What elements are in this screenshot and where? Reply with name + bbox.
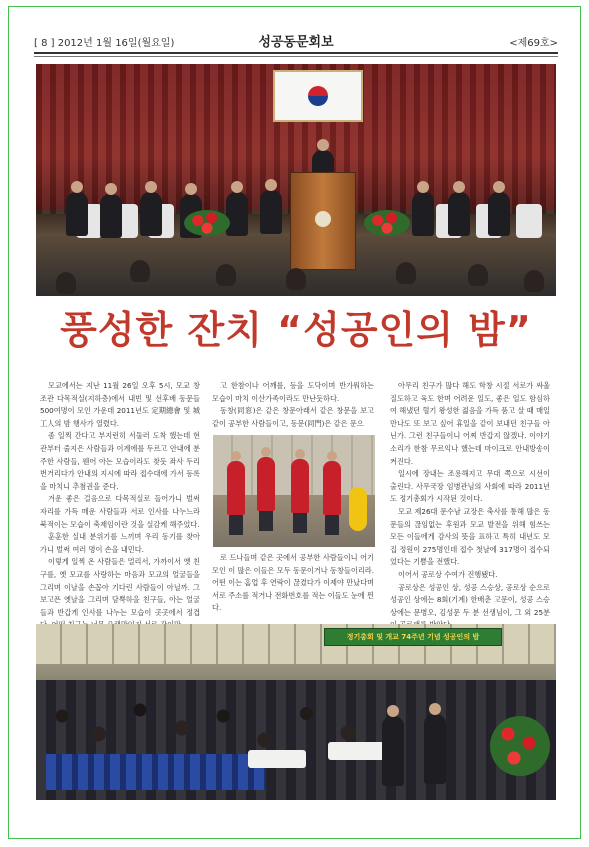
guest-figure (140, 192, 162, 236)
guest-figure (226, 192, 248, 236)
issue-number: <제69호> (509, 38, 558, 49)
header-rule-thin (34, 56, 558, 57)
banquet-table (248, 750, 306, 768)
article-column-3 (390, 380, 550, 632)
paragraph: 좀 일찍 간다고 부지런히 서둘러 도착 했는데 현관부터 줄지은 사람들과 이계에를 두르고 안내에 분주한 사람들, 웬어 아는 모습이라도 찾듯 좌사 두리번거리다가 안내의 지시에 따라 접수대에 가서 등록을 마치니 추첨권을 준다. (40, 431, 200, 491)
article-column-1 (40, 380, 200, 632)
article-column-2-bottom (212, 552, 374, 615)
audience-head (130, 260, 150, 282)
newspaper-name: 성공동문회보 (258, 35, 334, 50)
stage-photo (36, 64, 556, 296)
article-headline: 풍성한 잔치 “성공인의 밤” (60, 308, 532, 352)
podium (290, 172, 356, 270)
audience-head (216, 264, 236, 286)
korean-flag-icon (273, 70, 363, 122)
paragraph: 훈훈한 실내 분위기를 느끼며 우리 동기를 찾아가니 벌써 여러 명이 손을 내민다. (40, 532, 200, 554)
standing-figure (382, 716, 404, 786)
paragraph: 이어서 공로상 수여가 진행됐다. (398, 569, 498, 579)
guest-figure (66, 192, 88, 236)
event-banner: 정기총회 및 개교 74주년 기념 성공인의 밤 (324, 628, 502, 646)
audience-head (524, 270, 544, 292)
person-red-jacket (227, 461, 245, 515)
guest-figure (260, 190, 282, 234)
mascot-figure (349, 487, 367, 531)
person-red-jacket (323, 461, 341, 515)
person-red-jacket (291, 459, 309, 513)
guest-figure (100, 194, 122, 238)
page-number-date: [ 8 ] 2012년 1월 16일(월요일) (34, 38, 175, 49)
paragraph: 고 한참이나 어깨를, 등을 도닥이며 반가워하는 모습이 마치 이산가족이라도 만난듯하다. (212, 381, 374, 403)
flower-arrangement (364, 210, 410, 236)
group-photo (213, 435, 375, 547)
audience-head (56, 272, 76, 294)
blue-chairs (46, 754, 266, 790)
guest-figure (488, 192, 510, 236)
audience-head (286, 268, 306, 290)
paragraph: 일시에 장내는 조용해지고 무대 쪽으로 시선이 출린다. 사무국장 임병관님의 사회에 따라 2011년도 정기총회가 시작된 것이다. (390, 469, 550, 504)
paragraph: 모교에서는 지난 11월 26일 오후 5시, 모교 창조관 다목적실(지하층)에서 내빈 및 선후배 동문들 500여명이 모인 가운데 2011년도 定期總會 및 城工人의 밤 행사가 열렸다. (40, 381, 200, 428)
audience-head (468, 264, 488, 286)
paragraph: 동창(同窓)은 같은 창문아래서 같은 창문을 보고 같이 공부한 사람들이고, 동문(同門)은 같은 문으 (212, 406, 374, 428)
audience-head (396, 262, 416, 284)
page-header (34, 31, 558, 51)
paragraph: 아무리 친구가 많다 해도 학창 시절 서로가 싸울 질도하고 육도 한며 어려운 일도, 좋은 일도 함심하여 해냈던 혈기 왕성한 젊음을 가득 품고 살 때 매일 만나도 또 보고 싶어 휴일을 같이 보내던 친구들 아닌가. 그런 친구들이니 어찌 반갑지 않겠나. 이야기 소리가 한참 무르익나 했는데 마이크로 안내방송이 켜진다. (390, 381, 550, 466)
chair (516, 204, 542, 238)
paragraph: 겨운 좋은 걸음으로 다목적실로 들어가니 벌써 자리를 가득 메운 사람들과 서로 인사를 나누느라 북적이는 모습이 축제임이란 것을 실감케 해주었다. (40, 494, 200, 529)
paragraph: 모교 제26대 문수남 교장은 축사를 통해 많은 동문들의 끊임없는 후원과 모교 발전을 위해 힘쓰는 모든 이들에게 감사의 뜻을 표하고 특히 내년도 모집 정원이 275명인데 접수 첫날에 317명이 접수되었다는 기쁨을 전했다. (390, 506, 550, 567)
person-red-jacket (257, 457, 275, 511)
banquet-table (328, 742, 386, 760)
article-column-2-top (212, 380, 374, 430)
flower-arrangement (184, 210, 230, 236)
standing-figure (424, 714, 446, 784)
guest-figure (412, 192, 434, 236)
paragraph: 공로상은 성공인 상, 성공 스승상, 공로상 순으로 성공인 상에는 8회(기계) 한배춘 고문이, 성공 스승 상에는 문병오, 김성문 두 분 선생님이, 그 외 25분 (390, 582, 550, 617)
flower-arrangement (490, 716, 550, 776)
guest-figure (448, 192, 470, 236)
paragraph: 로 드나들며 같은 곳에서 공부한 사람들이니 어기 모인 이 많은 이들은 모두 동문이거나 동창들이리라. 어떤 이는 홈업 후 연락이 끊겼다가 이제야 만났다며 서로 주소를 적거나 전화번호를 적는 이들도 눈에 띈다. (212, 553, 374, 613)
header-rule (34, 52, 558, 54)
banquet-hall-photo (36, 624, 556, 800)
paragraph: 이렇게 일찍 온 사람들은 멀리서, 가까이서 옛 친구를, 옛 모교를 사랑하는 마음과 모교의 얼굴들을 그리며 이날을 손꼽아 기다린 사람들이 아닐까. 그 보고픈 옛날을 그리며 담뿍하을 친구들, 아는 얼굴들과 반갑게 인사를 나누는 모습이 곳곳에서 정겹 (40, 557, 200, 617)
